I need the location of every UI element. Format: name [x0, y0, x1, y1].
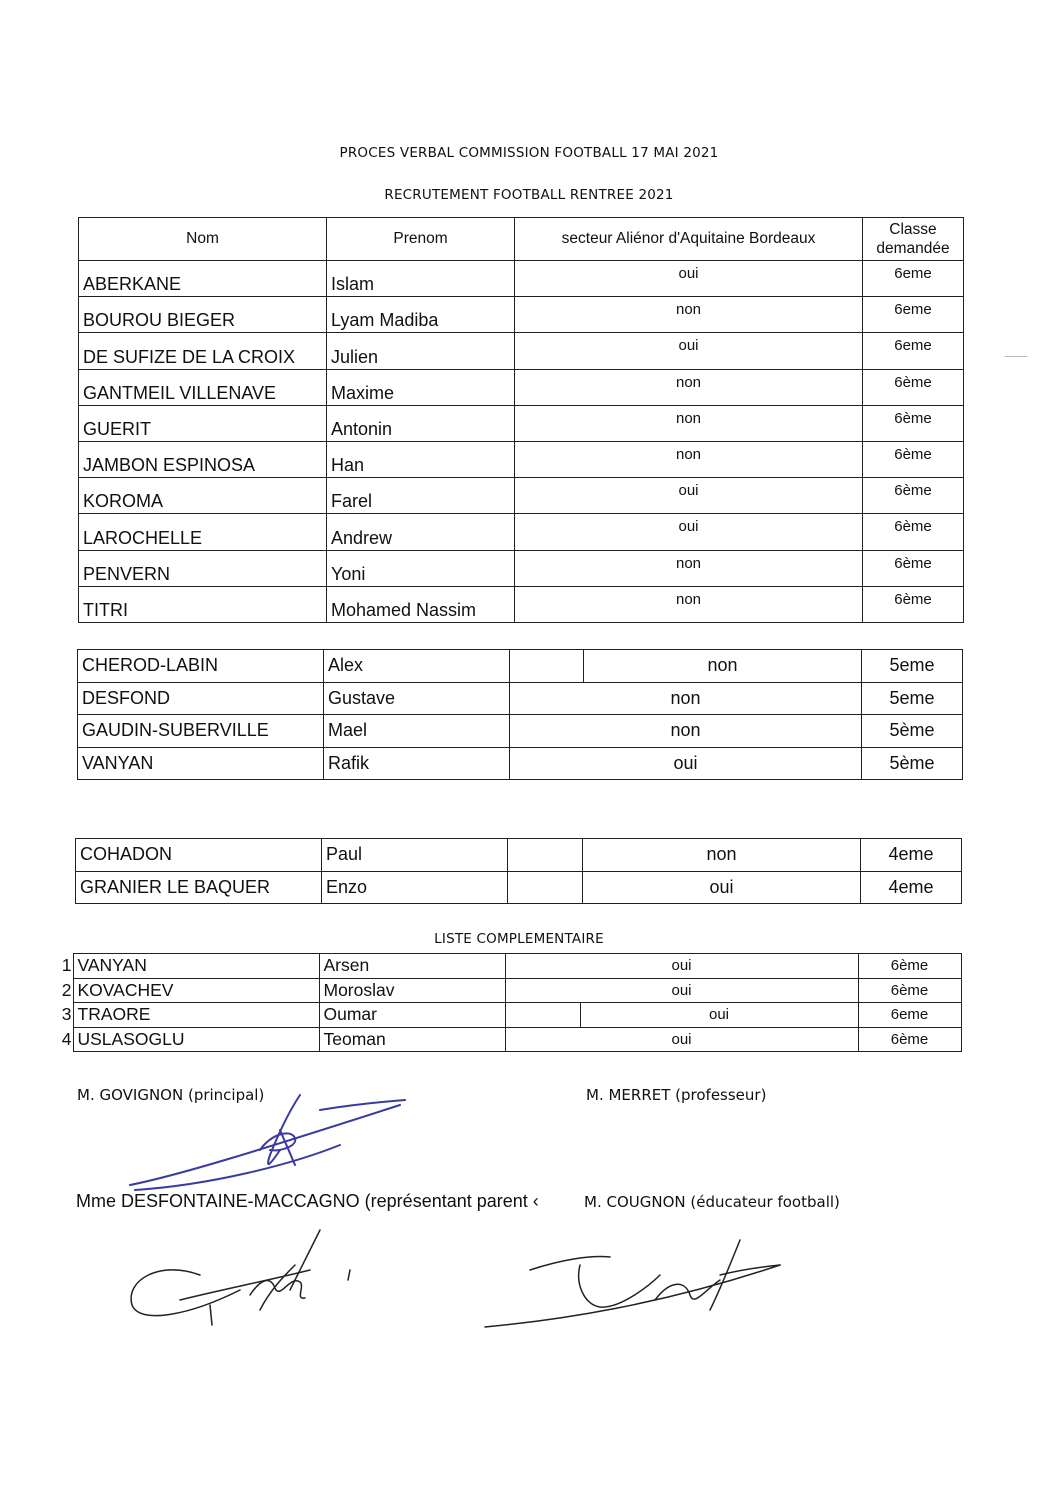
cell-classe: 5ème: [862, 715, 963, 748]
table-row: [79, 405, 964, 441]
cell-nom: GUERIT: [79, 405, 327, 441]
signature-principal-drawing: [120, 1090, 420, 1200]
cell-prenom: Lyam Madiba: [327, 297, 515, 333]
cell-secteur: oui: [515, 478, 863, 514]
cell-num: 4: [61, 1028, 72, 1049]
cell-prenom: Rafik: [324, 747, 510, 780]
signature-label-principal: M. GOVIGNON (principal): [77, 1086, 265, 1104]
table-row: [52, 978, 961, 1003]
cell-secteur: non: [515, 441, 863, 477]
cell-num: 3: [61, 1004, 72, 1025]
cell-prenom: Teoman: [319, 1027, 505, 1052]
cell-secteur: oui: [583, 871, 861, 904]
table-row: [79, 297, 964, 333]
table-row: [78, 650, 963, 683]
table-row: [78, 682, 963, 715]
cell-prenom: Antonin: [327, 405, 515, 441]
cell-prenom: Enzo: [322, 871, 508, 904]
cell-classe: 5eme: [862, 650, 963, 683]
cell-secteur: oui: [515, 261, 863, 297]
cell-nom: DE SUFIZE DE LA CROIX: [79, 333, 327, 369]
cell-prenom: Andrew: [327, 514, 515, 550]
cell-classe: 6ème: [863, 514, 964, 550]
cell-nom: GRANIER LE BAQUER: [76, 871, 322, 904]
cell-prenom: Farel: [327, 478, 515, 514]
cell-classe: 6ème: [858, 954, 961, 979]
cell-secteur: non: [515, 405, 863, 441]
table-row: [79, 369, 964, 405]
complementaire-title: LISTE COMPLEMENTAIRE: [434, 931, 604, 947]
document-title: PROCES VERBAL COMMISSION FOOTBALL 17 MAI 2021: [339, 145, 719, 161]
cell-prenom: Yoni: [327, 550, 515, 586]
table-4eme: [75, 838, 962, 904]
table-row: [52, 1003, 961, 1028]
cell-prenom: Gustave: [324, 682, 510, 715]
cell-nom: GAUDIN-SUBERVILLE: [78, 715, 324, 748]
cell-nom: LAROCHELLE: [79, 514, 327, 550]
cell-classe: 4eme: [861, 871, 962, 904]
cell-num: 1: [61, 955, 72, 976]
cell-nom: USLASOGLU: [73, 1027, 319, 1052]
cell-secteur: non: [515, 550, 863, 586]
table-row: [79, 514, 964, 550]
cell-nom: TRAORE: [73, 1003, 319, 1028]
table-5eme: [77, 649, 963, 780]
cell-prenom: Islam: [327, 261, 515, 297]
cell-secteur: non: [584, 650, 862, 683]
cell-nom: DESFOND: [78, 682, 324, 715]
cell-secteur: non: [510, 682, 862, 715]
cell-nom: CHEROD-LABIN: [78, 650, 324, 683]
header-classe-line2: demandée: [876, 240, 950, 257]
cell-classe: 6ème: [863, 405, 964, 441]
header-classe: [863, 218, 964, 261]
cell-secteur: non: [510, 715, 862, 748]
header-prenom: Prenom: [327, 218, 515, 261]
cell-classe: 6ème: [863, 550, 964, 586]
cell-nom: TITRI: [79, 586, 327, 622]
cell-secteur: oui: [515, 333, 863, 369]
cell-classe: 6ème: [858, 978, 961, 1003]
cell-prenom: Julien: [327, 333, 515, 369]
cell-empty: [510, 650, 584, 683]
cell-secteur: oui: [505, 978, 858, 1003]
table-row: [79, 441, 964, 477]
cell-prenom: Arsen: [319, 954, 505, 979]
cell-nom: ABERKANE: [79, 261, 327, 297]
cell-prenom: Mohamed Nassim: [327, 586, 515, 622]
cell-classe: 5eme: [862, 682, 963, 715]
signature-label-parent: Mme DESFONTAINE-MACCAGNO (représentant parent ‹: [76, 1191, 539, 1211]
cell-secteur: oui: [580, 1003, 858, 1028]
cell-nom: VANYAN: [78, 747, 324, 780]
cell-secteur: non: [583, 839, 861, 872]
cell-nom: PENVERN: [79, 550, 327, 586]
cell-nom: COHADON: [76, 839, 322, 872]
scan-mark: [1005, 356, 1027, 357]
cell-num: 2: [61, 979, 72, 1000]
header-classe-line1: Classe: [889, 221, 937, 238]
cell-classe: 6eme: [863, 333, 964, 369]
cell-nom: JAMBON ESPINOSA: [79, 441, 327, 477]
cell-empty: [508, 871, 583, 904]
table-row: [52, 1027, 961, 1052]
table-row: [78, 715, 963, 748]
complementaire-table: [52, 953, 962, 1052]
cell-classe: 6ème: [863, 441, 964, 477]
cell-prenom: Maxime: [327, 369, 515, 405]
table-row: [78, 747, 963, 780]
cell-prenom: Moroslav: [319, 978, 505, 1003]
cell-nom: KOVACHEV: [73, 978, 319, 1003]
document-subtitle: RECRUTEMENT FOOTBALL RENTREE 2021: [384, 187, 674, 203]
cell-prenom: Mael: [324, 715, 510, 748]
cell-secteur: non: [515, 369, 863, 405]
signature-parent-drawing: [120, 1220, 380, 1330]
cell-empty: [508, 839, 583, 872]
table-row: [79, 478, 964, 514]
table-row: [79, 333, 964, 369]
signature-label-educateur: M. COUGNON (éducateur football): [584, 1193, 840, 1211]
cell-nom: KOROMA: [79, 478, 327, 514]
header-nom: Nom: [79, 218, 327, 261]
cell-prenom: Han: [327, 441, 515, 477]
cell-classe: 4eme: [861, 839, 962, 872]
main-table: [78, 217, 964, 623]
cell-nom: VANYAN: [73, 954, 319, 979]
table-row: [52, 954, 961, 979]
table-row: [76, 871, 962, 904]
cell-secteur: oui: [510, 747, 862, 780]
cell-secteur: oui: [515, 514, 863, 550]
main-table-header-row: [79, 218, 964, 261]
cell-classe: 5ème: [862, 747, 963, 780]
cell-classe: 6eme: [858, 1003, 961, 1028]
cell-prenom: Alex: [324, 650, 510, 683]
table-row: [79, 261, 964, 297]
header-secteur: secteur Aliénor d'Aquitaine Bordeaux: [515, 218, 863, 261]
cell-secteur: oui: [505, 1027, 858, 1052]
cell-prenom: Paul: [322, 839, 508, 872]
table-row: [79, 550, 964, 586]
signature-label-professeur: M. MERRET (professeur): [586, 1086, 767, 1104]
cell-classe: 6ème: [863, 586, 964, 622]
table-row: [79, 586, 964, 622]
cell-secteur: non: [515, 586, 863, 622]
table-row: [76, 839, 962, 872]
cell-nom: BOUROU BIEGER: [79, 297, 327, 333]
cell-classe: 6eme: [863, 261, 964, 297]
cell-secteur: non: [515, 297, 863, 333]
cell-classe: 6eme: [863, 297, 964, 333]
signature-educateur-drawing: [480, 1235, 800, 1335]
cell-nom: GANTMEIL VILLENAVE: [79, 369, 327, 405]
cell-secteur: oui: [505, 954, 858, 979]
cell-empty: [505, 1003, 580, 1028]
cell-classe: 6ème: [863, 369, 964, 405]
cell-prenom: Oumar: [319, 1003, 505, 1028]
cell-classe: 6ème: [863, 478, 964, 514]
cell-classe: 6ème: [858, 1027, 961, 1052]
